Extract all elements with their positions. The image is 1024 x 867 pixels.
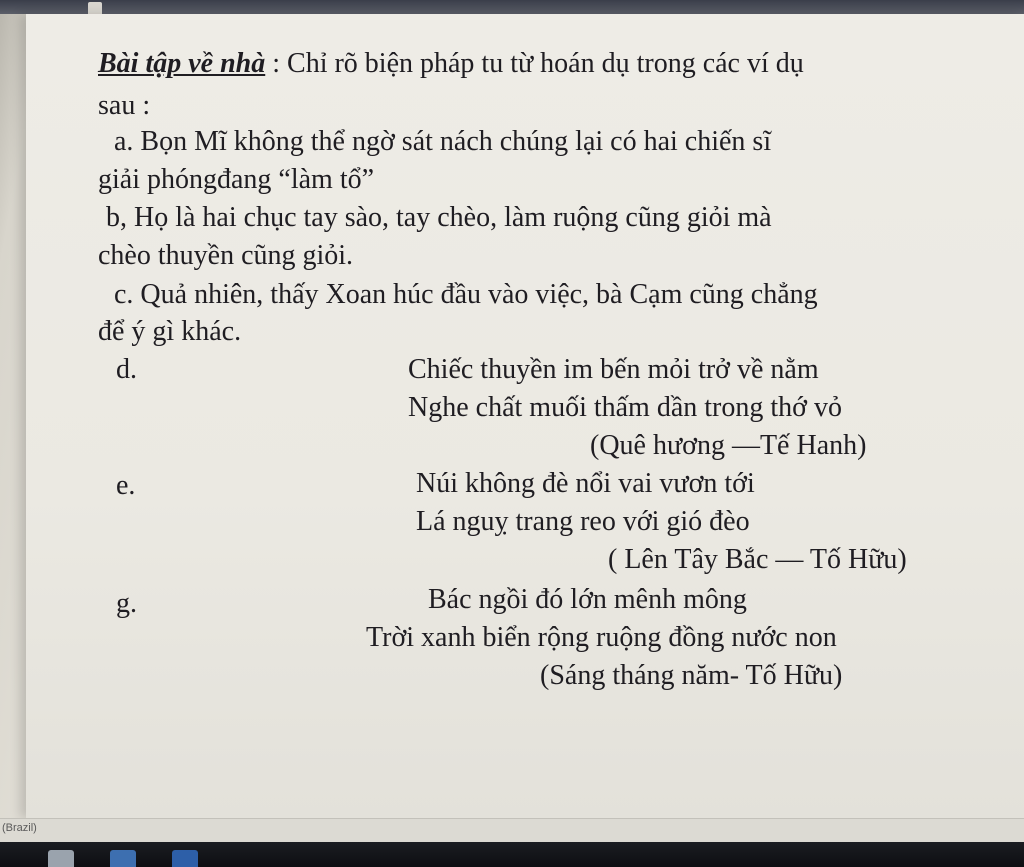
poem-source: (Sáng tháng năm- Tố Hữu) bbox=[540, 660, 843, 691]
poem-source: (Quê hương —Tế Hanh) bbox=[590, 430, 867, 461]
status-bar bbox=[0, 818, 1024, 843]
document-page[interactable] bbox=[26, 14, 1024, 818]
heading-text: : Chỉ rõ biện pháp tu từ hoán dụ trong các ví dụ bbox=[265, 48, 804, 79]
item-label: e. bbox=[116, 470, 136, 501]
text-line: giải phóngđang “làm tổ” bbox=[98, 164, 375, 195]
word-icon[interactable] bbox=[172, 850, 198, 867]
poem-line: Trời xanh biển rộng ruộng đồng nước non bbox=[366, 622, 837, 653]
text-line: a. Bọn Mĩ không thể ngờ sát nách chúng lại có hai chiến sĩ bbox=[114, 126, 772, 157]
poem-line: Chiếc thuyền im bến mỏi trở về nằm bbox=[408, 354, 819, 385]
text-line: sau : bbox=[98, 90, 151, 121]
windows-store-icon[interactable] bbox=[48, 850, 74, 867]
text-line: b, Họ là hai chục tay sào, tay chèo, làm ruộng cũng giỏi mà bbox=[106, 202, 772, 233]
text-line: chèo thuyền cũng giỏi. bbox=[98, 240, 354, 271]
poem-line: Lá nguỵ trang reo với gió đèo bbox=[416, 506, 750, 537]
poem-line: Núi không đè nổi vai vươn tới bbox=[416, 468, 755, 499]
app-icon[interactable] bbox=[110, 850, 136, 867]
document-body bbox=[26, 14, 1024, 818]
poem-line: Nghe chất muối thấm dần trong thớ vỏ bbox=[408, 392, 842, 423]
item-label: d. bbox=[116, 354, 137, 385]
window-top-bar bbox=[0, 0, 1024, 14]
poem-source: ( Lên Tây Bắc — Tố Hữu) bbox=[608, 544, 907, 575]
text-line: c. Quả nhiên, thấy Xoan húc đầu vào việc, bà Cạm cũng chẳng bbox=[114, 279, 818, 310]
item-label: g. bbox=[116, 588, 137, 619]
text-line: để ý gì khác. bbox=[98, 316, 242, 347]
poem-line: Bác ngồi đó lớn mênh mông bbox=[428, 584, 747, 615]
heading-line bbox=[98, 46, 804, 82]
language-indicator[interactable]: (Brazil) bbox=[2, 822, 37, 834]
homework-label: Bài tập về nhà bbox=[98, 48, 266, 79]
taskbar bbox=[0, 842, 1024, 867]
